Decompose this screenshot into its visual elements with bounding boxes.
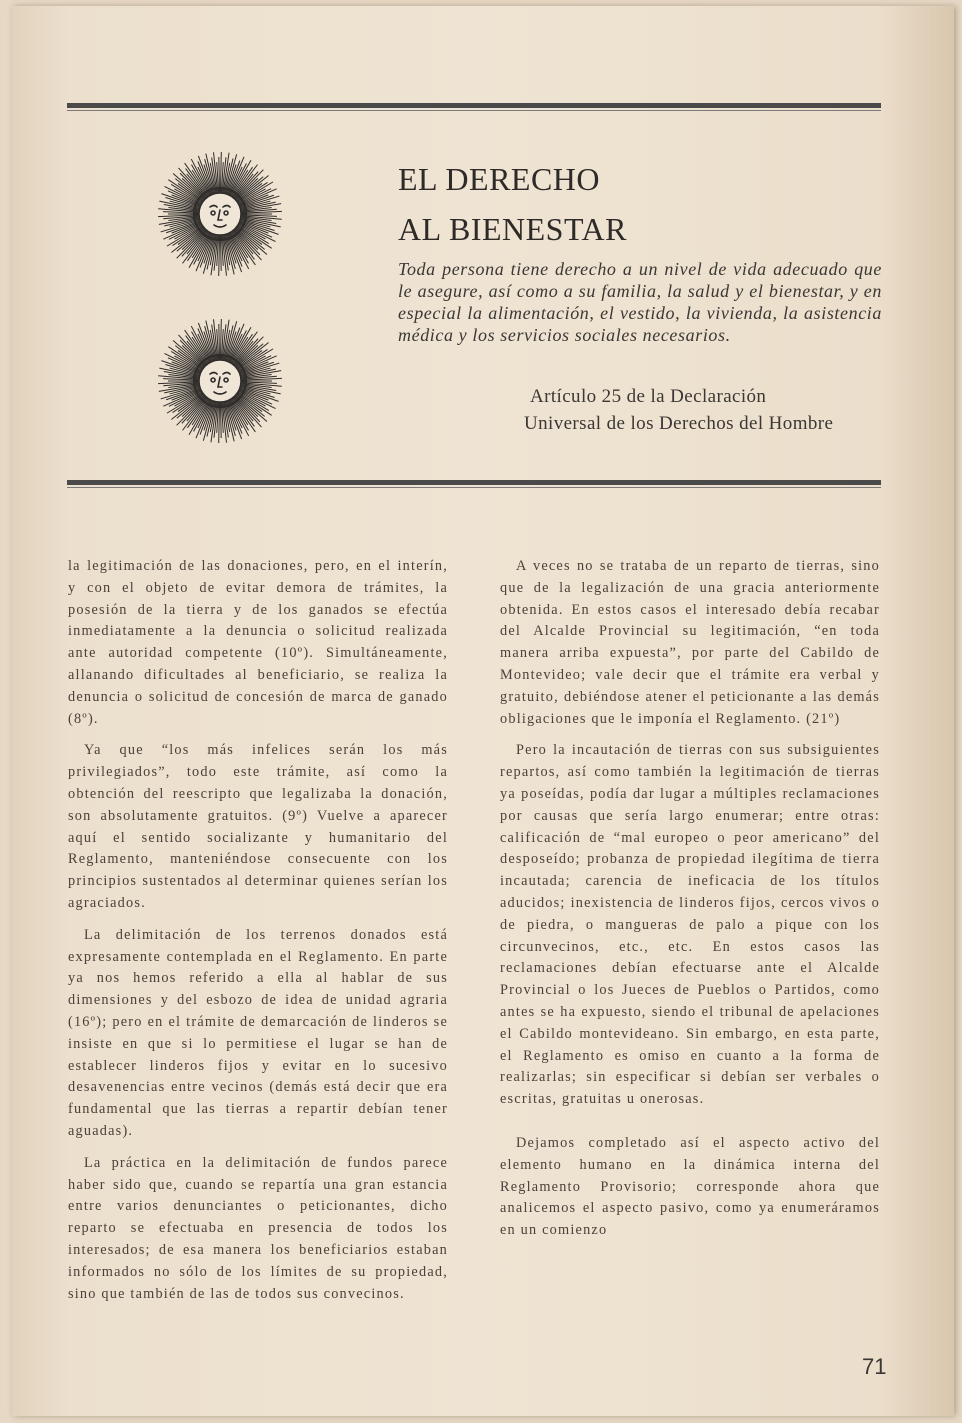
page-number: 71 [862, 1354, 887, 1379]
bottom-rule-thin [67, 487, 881, 488]
title-line-2: AL BIENESTAR [398, 211, 627, 247]
paragraph: Dejamos completado así el aspecto activo del elemento humano en la dinámica interna del Reglamento Provisorio; corresponde ahora que analicemos el aspecto pasivo, como ya enumeráramos en un comienzo [500, 1134, 880, 1239]
paragraph: la legitimación de las donaciones, pero, en el interín, y con el objeto de evitar demora de trámites, la posesión de la tierra y de los ganados se efectúa inmediatamente a la denuncia o solicitud realizada ante autoridad competente (10º). Simultáneamente, allanando dificultades al beneficiario, se realiza la denuncia o solicitud de concesión de marca de ganado (8º). [68, 558, 448, 727]
left-column [68, 556, 448, 1315]
title-line-1: EL DERECHO [398, 161, 601, 197]
bottom-rule [67, 480, 881, 485]
sun-face-icon [155, 149, 285, 279]
source-line-2: Universal de los Derechos del Hombre [524, 413, 834, 434]
article-title [398, 154, 627, 254]
right-column [500, 556, 880, 1252]
source-line-1: Artículo 25 de la Declaración [530, 386, 767, 407]
paragraph: Pero la incautación de tierras con sus subsiguientes repartos, así como también la legitimación de tierras ya poseídas, podía dar lugar a múltiples reclamaciones por causas que sería largo enumerar; entre otras: calificación de “mal europeo o peor americano” del desposeído; probanza de propiedad ilegítima de tierra incautada; carencia de ineficacia de los títulos aducidos; inexistencia de linderos fijos, cercos vivos o de piedra, o mangueras de palo a pique con los circunvecinos, etc., etc. En estos casos las reclamaciones debían efectuarse ante el Alcalde Provincial o los Jueces de Pueblos o Partidos, como antes se ha expuesto, siendo el tribunal de apelaciones el Cabildo montevideano. Sin embargo, en esta parte, el Reglamento es omiso en cuanto a la forma de realizarlas; sin especificar si debían ser verbales o escritas, gratuitas u onerosas. [500, 742, 880, 1108]
paragraph: Ya que “los más infelices serán los más privilegiados”, todo este trámite, así como la obtención del reescripto que legalizaba la donación, son absolutamente gratuitos. (9º) Vuelve a aparecer aquí el sentido socializante y humanitario del Reglamento, manteniéndose consecuente con los principios sustentados al determinar quienes serían los agraciados. [68, 742, 448, 911]
paragraph: A veces no se trataba de un reparto de tierras, sino que de la legalización de una gracia anteriormente obtenida. En estos casos el interesado debía recabar del Alcalde Provincial su legitimación, “en toda manera arriba expuesta”, por parte del Cabildo de Montevideo; vale decir que el trámite era verbal y gratuito, debiéndose atener el peticionante a las demás obligaciones que le imponía el Reglamento. (21º) [500, 558, 880, 727]
paragraph: La práctica en la delimitación de fundos parece haber sido que, cuando se repartía una gran estancia entre varios denunciantes o peticionantes, dicho reparto se efectuaba en presencia de todos los interesados; de esa manera los beneficiarios estaban informados no sólo de los límites de su propiedad, sino que también de las de todos sus convecinos. [68, 1154, 448, 1302]
sun-face-icon [155, 316, 285, 446]
epigraph-quote: Toda persona tiene derecho a un nivel de vida adecuado que le asegure, así como a su familia, la salud y el bienestar, y en especial la alimentación, el vestido, la vivienda, la asistencia médica y los servicios sociales necesarios. [398, 259, 882, 345]
magazine-page [12, 6, 954, 1416]
paragraph: La delimitación de los terrenos donados está expresamente contemplada en el Reglamento. En parte ya nos hemos referido a ella al hablar de sus dimensiones y del esbozo de idea de unidad agraria (16º); pero en el trámite de demarcación de linderos se insiste en que si lo permitiese el lugar se han de establecer linderos fijos y evitar en lo sucesivo desavenencias entre vecinos (demás está decir que era fundamental que las tierras a repartir debían tener aguadas). [68, 926, 448, 1139]
top-rule-thin [67, 110, 881, 111]
epigraph-source [524, 383, 833, 437]
top-rule [67, 103, 881, 108]
